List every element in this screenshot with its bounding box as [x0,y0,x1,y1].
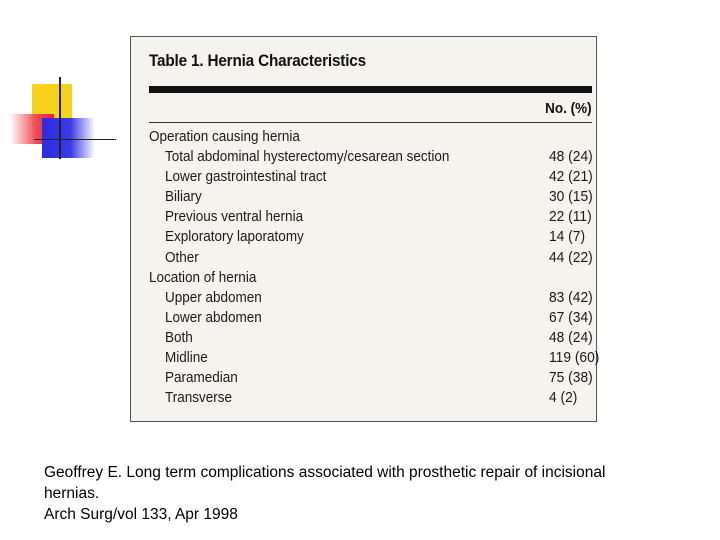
row-value: 22 (11) [549,208,592,226]
table-row [149,288,593,308]
citation-line-3: Arch Surg/vol 133, Apr 1998 [44,506,238,523]
table-title: Table 1. Hernia Characteristics [149,51,366,70]
table-row [149,207,592,227]
row-value: 67 (34) [549,308,593,326]
table-row [149,147,593,167]
table-top-rule [149,86,592,93]
table-body [149,127,600,408]
citation-line-1: Geoffrey E. Long term complications associated with prosthetic repair of incisional [44,464,606,481]
row-value: 75 (38) [549,369,593,387]
decorative-vertical-line [59,77,61,159]
table-row [149,348,600,368]
row-label: Paramedian [165,369,238,387]
row-value: 44 (22) [549,248,593,266]
citation-line-2: hernias. [44,485,100,502]
table-row [149,308,593,328]
column-header: No. (%) [545,100,592,117]
row-label: Total abdominal hysterectomy/cesarean section [165,148,450,166]
table-group-header [149,127,588,147]
row-value: 83 (42) [549,288,593,306]
table-row [149,167,593,187]
row-value: 48 (24) [549,148,593,166]
row-label: Exploratory laporatomy [165,228,304,246]
table-row [149,187,593,207]
row-label: Biliary [165,188,202,206]
decorative-horizontal-line [34,139,116,140]
row-label: Lower abdomen [165,308,262,326]
decorative-blue-square [42,118,94,158]
table-row [149,368,593,388]
row-value: 14 (7) [549,228,586,246]
row-value: 48 (24) [549,328,593,346]
table-header-rule [149,122,592,123]
table-row [149,328,593,348]
row-value: 42 (21) [549,168,593,186]
citation [44,462,714,525]
row-label: Operation causing hernia [149,128,300,145]
row-label: Both [165,328,193,346]
row-label: Location of hernia [149,268,257,286]
row-label: Midline [165,349,208,367]
hernia-characteristics-table [130,36,600,422]
row-label: Lower gastrointestinal tract [165,168,327,186]
row-label: Upper abdomen [165,288,262,306]
table-row [149,227,588,247]
row-label: Previous ventral hernia [165,208,304,226]
row-value: 119 (60) [549,349,600,367]
table-group-header [149,268,588,288]
table-row [149,388,588,408]
row-label: Other [165,248,199,266]
row-label: Transverse [165,389,233,407]
row-value: 4 (2) [549,389,578,407]
row-value: 30 (15) [549,188,593,206]
table-row [149,248,593,268]
